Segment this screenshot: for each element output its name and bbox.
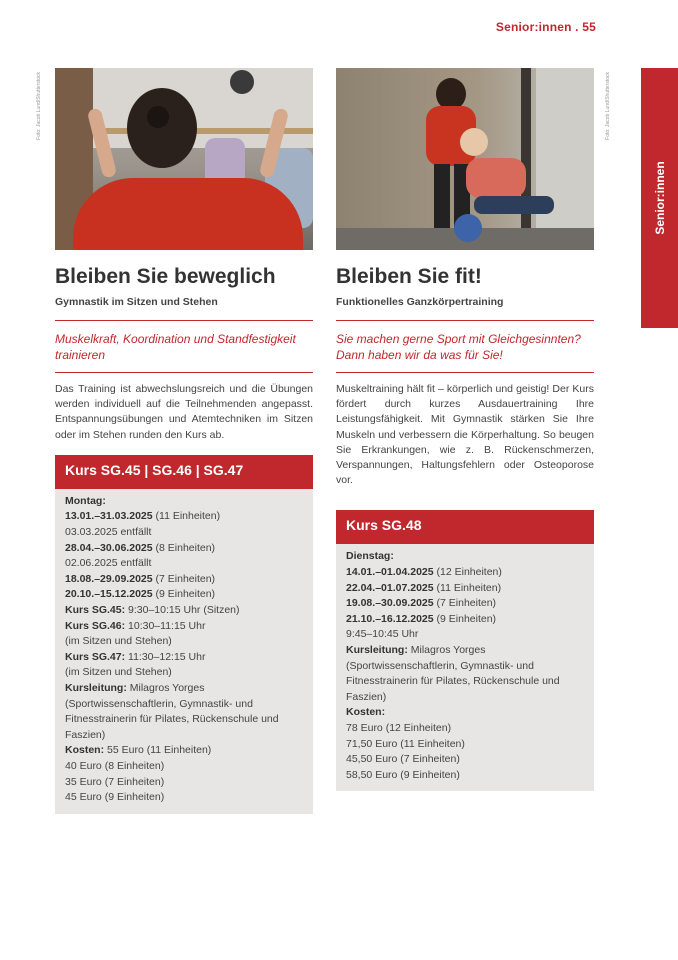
course-detail-label: Kurs SG.46: <box>65 619 126 632</box>
photo-fitness-training <box>336 68 594 250</box>
course-detail-line <box>65 572 303 588</box>
course-detail-line <box>346 705 584 721</box>
course-detail-text: (12 Einheiten) <box>433 566 502 579</box>
course-detail-text: 40 Euro (8 Einheiten) <box>65 759 165 772</box>
course-detail-line <box>346 659 584 706</box>
course-detail-label: Kursleitung: <box>346 643 408 656</box>
left-title: Bleiben Sie beweglich <box>55 265 276 288</box>
course-detail-line <box>65 759 303 775</box>
course-detail-text: Milagros Yorges <box>126 681 205 694</box>
right-course-title: Kurs SG.48 <box>336 510 594 544</box>
course-detail-label: Kursleitung: <box>65 681 127 694</box>
course-detail-line <box>346 581 584 597</box>
course-detail-label: 14.01.–01.04.2025 <box>346 566 434 579</box>
course-detail-text: 58,50 Euro (9 Einheiten) <box>346 768 460 781</box>
course-detail-line <box>346 752 584 768</box>
course-detail-line <box>65 619 303 635</box>
course-detail-line <box>65 775 303 791</box>
course-detail-label: 20.10.–15.12.2025 <box>65 588 153 601</box>
course-detail-line <box>346 737 584 753</box>
course-detail-text: (Sportwissenschaftlerin, Gymnastik- und Fitnesstrainerin für Pilates, Rückenschule und Faszien) <box>346 659 560 703</box>
course-detail-line <box>65 494 303 510</box>
course-detail-line <box>346 768 584 784</box>
course-detail-text: 9:45–10:45 Uhr <box>346 628 419 641</box>
course-detail-line <box>65 790 303 806</box>
course-detail-text: 78 Euro (12 Einheiten) <box>346 721 452 734</box>
course-detail-line <box>346 565 584 581</box>
course-detail-line <box>346 612 584 628</box>
section-tab-label: Senior:innen <box>652 161 667 235</box>
course-detail-text: 11:30–12:15 Uhr <box>125 650 206 663</box>
course-detail-text: 10:30–11:15 Uhr <box>125 619 206 632</box>
left-course-title: Kurs SG.45 | SG.46 | SG.47 <box>55 455 313 489</box>
course-detail-line <box>346 549 584 565</box>
course-detail-line <box>346 627 584 643</box>
course-detail-text: 45 Euro (9 Einheiten) <box>65 791 165 804</box>
course-detail-line <box>65 556 303 572</box>
right-course-box <box>336 510 594 791</box>
photo-credit-right: Foto: Jacob Lund/Shutterstock <box>605 72 611 140</box>
left-course-box <box>55 455 313 814</box>
course-detail-line <box>65 587 303 603</box>
left-column <box>55 68 313 814</box>
right-body: Muskeltraining hält fit – körperlich und geistig! Der Kurs fördert durch kurzes Ausdauertraining Ihre Leistungsfähigkeit. Mit Gymnastik stärken Sie Ihre Muskeln und verbessern die Körperhaltung. So beugen Sie Erkrankungen, wie z. B. Rückenschmerzen, Verspannungen, Haltungsfehlern oder Osteoporose vor. <box>336 383 594 487</box>
course-detail-line <box>65 603 303 619</box>
course-detail-line <box>65 509 303 525</box>
course-detail-text: 03.03.2025 entfällt <box>65 526 152 538</box>
course-detail-label: Kurs SG.47: <box>65 650 126 663</box>
course-detail-line <box>346 721 584 737</box>
course-detail-line <box>65 697 303 744</box>
course-detail-text: 02.06.2025 entfällt <box>65 557 152 570</box>
course-detail-label: Dienstag: <box>346 550 394 563</box>
course-detail-line <box>65 541 303 557</box>
right-divider <box>336 320 594 321</box>
photo-credit-left: Foto: Jacob Lund/Shutterstock <box>36 72 42 140</box>
photo-seated-gymnastics <box>55 68 313 250</box>
course-detail-label: Kurs SG.45: <box>65 603 126 616</box>
course-detail-text: 71,50 Euro (11 Einheiten) <box>346 737 465 750</box>
left-divider <box>55 320 313 321</box>
course-detail-line <box>65 665 303 681</box>
course-detail-text: (im Sitzen und Stehen) <box>65 666 172 679</box>
course-detail-line <box>65 634 303 650</box>
right-column <box>336 68 594 791</box>
course-detail-text: (9 Einheiten) <box>433 612 497 625</box>
course-detail-line <box>346 596 584 612</box>
course-detail-line <box>346 643 584 659</box>
course-detail-label: 18.08.–29.09.2025 <box>65 572 153 585</box>
section-tab[interactable] <box>641 68 678 328</box>
course-detail-text: (11 Einheiten) <box>152 510 221 523</box>
course-detail-label: 22.04.–01.07.2025 <box>346 581 434 594</box>
right-intro: Sie machen gerne Sport mit Gleichgesinnten? Dann haben wir da was für Sie! <box>336 332 581 362</box>
course-detail-label: Kosten: <box>65 744 105 757</box>
course-detail-label: 13.01.–31.03.2025 <box>65 510 153 523</box>
course-detail-text: (9 Einheiten) <box>152 588 216 601</box>
left-intro: Muskelkraft, Koordination und Standfestigkeit trainieren <box>55 332 296 362</box>
right-course-details <box>336 544 594 791</box>
course-detail-text: 55 Euro (11 Einheiten) <box>104 744 212 757</box>
right-divider-2 <box>336 372 594 373</box>
course-detail-label: 28.04.–30.06.2025 <box>65 541 153 554</box>
right-title: Bleiben Sie fit! <box>336 265 482 288</box>
course-detail-text: Milagros Yorges <box>407 643 486 656</box>
course-detail-line <box>65 650 303 666</box>
left-body: Das Training ist abwechslungsreich und die Übungen werden individuell auf die Teilnehmenden angepasst. Entspannungsübungen und Atemtechniken im Sitzen oder im Stehen runden den Kurs ab. <box>55 383 313 441</box>
course-detail-label: Montag: <box>65 494 106 507</box>
left-divider-2 <box>55 372 313 373</box>
course-detail-line <box>65 743 303 759</box>
left-course-details <box>55 489 313 814</box>
course-detail-text: (im Sitzen und Stehen) <box>65 635 172 648</box>
course-detail-text: (8 Einheiten) <box>152 541 216 554</box>
course-detail-text: (11 Einheiten) <box>433 581 502 594</box>
course-detail-line <box>65 681 303 697</box>
course-detail-label: 19.08.–30.09.2025 <box>346 597 434 610</box>
course-detail-text: (7 Einheiten) <box>433 597 497 610</box>
course-detail-label: 21.10.–16.12.2025 <box>346 612 434 625</box>
right-subtitle: Funktionelles Ganzkörpertraining <box>336 296 504 308</box>
left-subtitle: Gymnastik im Sitzen und Stehen <box>55 296 218 308</box>
page-header: Senior:innen . 55 <box>495 20 596 34</box>
course-detail-text: 45,50 Euro (7 Einheiten) <box>346 753 460 766</box>
course-detail-text: (7 Einheiten) <box>152 572 216 585</box>
course-detail-text: 35 Euro (7 Einheiten) <box>65 775 165 788</box>
course-detail-line <box>65 525 303 541</box>
course-detail-text: (Sportwissenschaftlerin, Gymnastik- und Fitnesstrainerin für Pilates, Rückenschule und Faszien) <box>65 697 279 741</box>
course-detail-label: Kosten: <box>346 706 386 719</box>
course-detail-text: 9:30–10:15 Uhr (Sitzen) <box>125 603 240 616</box>
